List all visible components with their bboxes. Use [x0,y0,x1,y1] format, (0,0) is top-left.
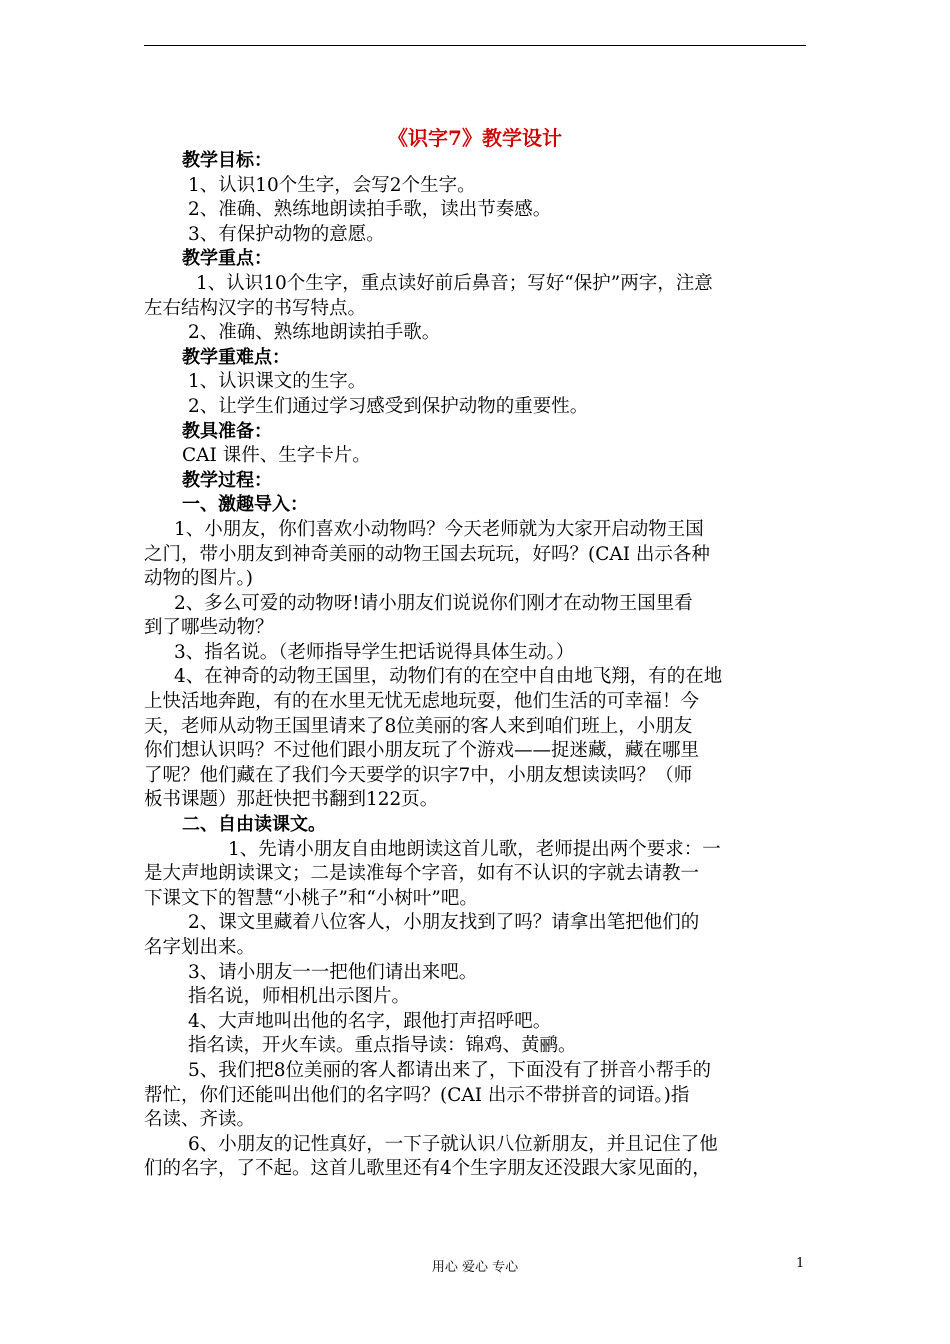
paragraph-line: 了呢？他们藏在了我们今天要学的识字7中，小朋友想读读吗？（师 [144,764,693,786]
page-number: 1 [796,1256,805,1271]
paragraph-line: 1、先请小朋友自由地朗读这首儿歌，老师提出两个要求：一 [228,838,721,860]
footer-slogan: 用心 爱心 专心 [431,1260,519,1275]
paragraph-line: 2、让学生们通过学习感受到保护动物的重要性。 [188,395,589,417]
paragraph-line: 5、我们把8位美丽的客人都请出来了，下面没有了拼音小帮手的 [188,1059,712,1081]
paragraph-line: 到了哪些动物？ [144,617,274,639]
paragraph-line: CAI 课件、生字卡片。 [182,445,371,467]
paragraph-line: 6、小朋友的记性真好，一下子就认识八位新朋友，并且记住了他 [188,1133,718,1155]
paragraph-line: 2、准确、熟练地朗读拍手歌，读出节奏感。 [188,199,552,221]
paragraph-line: 1、小朋友，你们喜欢小动物吗？今天老师就为大家开启动物王国 [174,518,704,540]
document-body [144,149,806,1182]
paragraph-line: 2、准确、熟练地朗读拍手歌。 [188,322,441,344]
paragraph-line: 指名说，师相机出示图片。 [188,986,411,1008]
section-heading: 教学重点： [182,248,272,270]
step-heading: 二、自由读课文。 [182,814,326,836]
paragraph-line: 2、课文里藏着八位客人，小朋友找到了吗？请拿出笔把他们的 [188,912,700,934]
paragraph-line: 1、认识10个生字，重点读好前后鼻音；写好“保护”两字，注意 [196,272,713,294]
paragraph-line: 1、认识课文的生字。 [188,371,367,393]
paragraph-line: 动物的图片。) [144,568,253,590]
step-heading: 一、激趣导入： [182,494,308,516]
paragraph-line: 是大声地朗读课文；二是读准每个字音，如有不认识的字就去请教一 [144,863,700,885]
paragraph-line: 名字划出来。 [144,937,256,958]
document-title: 《识字7》教学设计 [388,126,562,150]
paragraph-line: 4、大声地叫出他的名字，跟他打声招呼吧。 [188,1010,552,1032]
paragraph-line: 你们想认识吗？不过他们跟小朋友玩了个游戏——捉迷藏，藏在哪里 [144,740,700,762]
paragraph-line: 们的名字，了不起。这首儿歌里还有4个生字朋友还没跟大家见面的， [144,1158,711,1180]
paragraph-line: 2、多么可爱的动物呀!请小朋友们说说你们刚才在动物王国里看 [174,592,693,614]
section-heading: 教具准备： [182,420,272,442]
section-heading: 教学目标： [182,150,272,171]
paragraph-line: 4、在神奇的动物王国里，动物们有的在空中自由地飞翔，有的在地 [174,666,723,688]
paragraph-line: 指名读，开火车读。重点指导读：锦鸡、黄鹂。 [188,1035,577,1057]
paragraph-line: 之门，带小朋友到神奇美丽的动物王国去玩玩，好吗？(CAI 出示各种 [144,543,710,565]
section-heading: 教学过程： [182,469,272,491]
paragraph-line: 左右结构汉字的书写特点。 [144,297,367,319]
paragraph-line: 3、有保护动物的意愿。 [188,223,385,245]
paragraph-line: 名读、齐读。 [144,1109,256,1131]
paragraph-line: 天，老师从动物王国里请来了8位美丽的客人来到咱们班上，小朋友 [144,715,693,737]
paragraph-line: 帮忙，你们还能叫出他们的名字吗？(CAI 出示不带拼音的词语。)指 [144,1084,690,1106]
section-heading: 教学重难点： [182,346,290,368]
paragraph-line: 3、请小朋友一一把他们请出来吧。 [188,961,478,983]
header-rule [144,45,806,46]
paragraph-line: 下课文下的智慧“小桃子”和“小树叶”吧。 [144,887,478,909]
paragraph-line: 板书课题）那赶快把书翻到122页。 [144,789,439,811]
paragraph-line: 1、认识10个生字，会写2个生字。 [188,174,476,196]
paragraph-line: 上快活地奔跑，有的在水里无忧无虑地玩耍，他们生活的可幸福！今 [144,691,700,713]
paragraph-line: 3、指名说。（老师指导学生把话说得具体生动。） [174,641,575,663]
